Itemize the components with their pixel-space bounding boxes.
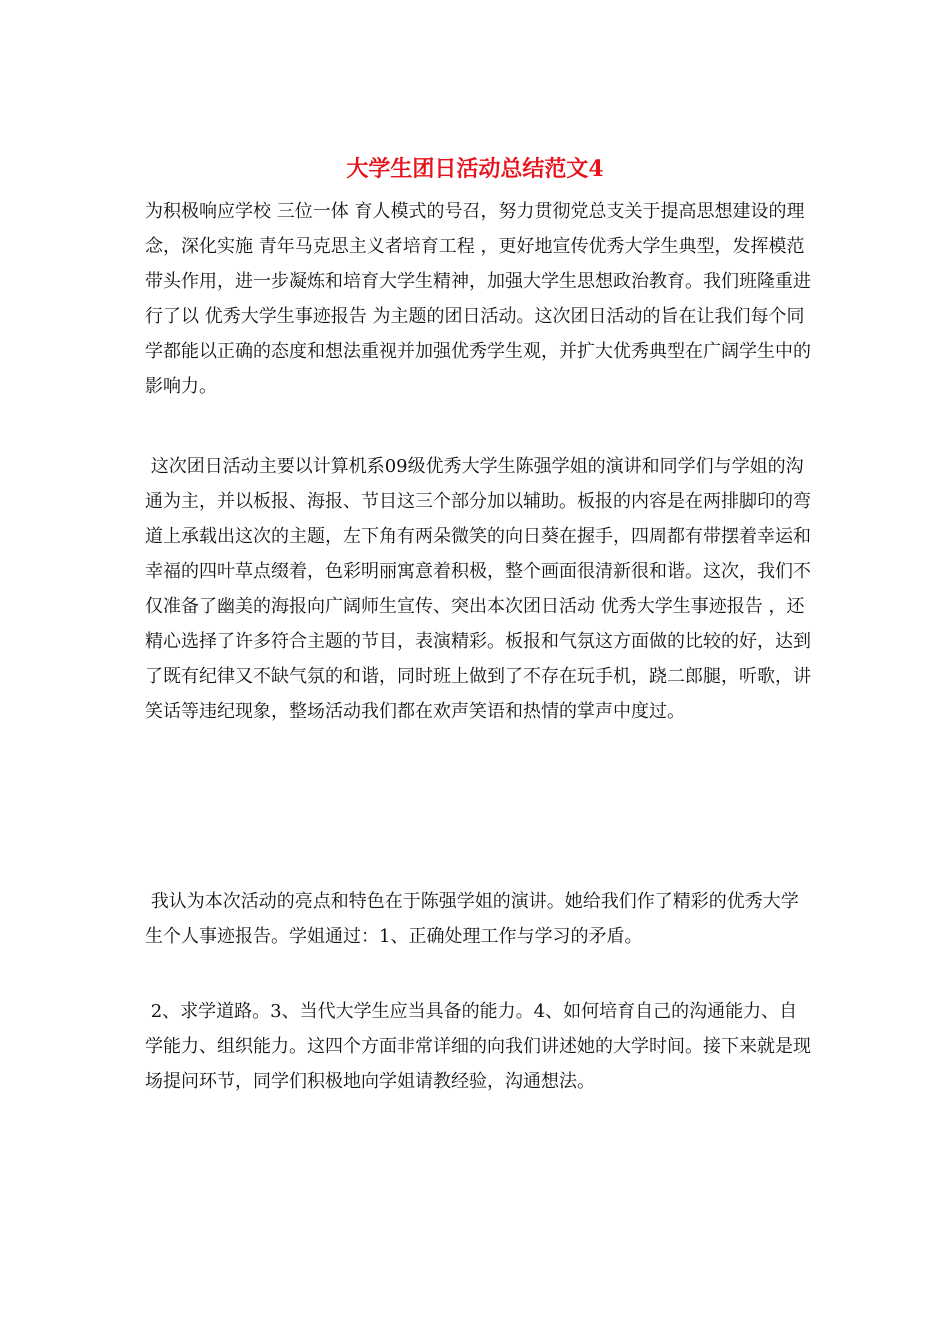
document-title: 大学生团日活动总结范文4 [346,156,604,182]
paragraph-intro: 为积极响应学校 三位一体 育人模式的号召，努力贯彻党总支关于提高思想建设的理念，深化实施 青年马克思主义者培育工程 ，更好地宣传优秀大学生典型，发挥模范带头作用，进一步凝炼和培育大学生精神，加强大学生思想政治教育。我们班隆重进行了以 优秀大学生事迹报告 为主题的团日活动。这次团日活动的旨在让我们每个同学都能以正确的态度和想法重视并加强优秀学生观，并扩大优秀典型在广阔学生中的影响力。 [145,201,811,397]
paragraph-activity-description: 这次团日活动主要以计算机系09级优秀大学生陈强学姐的演讲和同学们与学姐的沟通为主，并以板报、海报、节目这三个部分加以辅助。板报的内容是在两排脚印的弯道上承载出这次的主题，左下角有两朵微笑的向日葵在握手，四周都有带摆着幸运和幸福的四叶草点缀着，色彩明丽寓意着积极，整个画面很清新很和谐。这次，我们不仅准备了幽美的海报向广阔师生宣传、突出本次团日活动 优秀大学生事迹报告 ，还精心选择了许多符合主题的节目，表演精彩。板报和气氛这方面做的比较的好，达到了既有纪律又不缺气氛的和谐，同时班上做到了不存在玩手机，跷二郎腿，听歌，讲笑话等违纪现象，整场活动我们都在欢声笑语和热情的掌声中度过。 [145,456,811,722]
paragraph-report-topics: 2、求学道路。3、当代大学生应当具备的能力。4、如何培育自己的沟通能力、自学能力、组织能力。这四个方面非常详细的向我们讲述她的大学时间。接下来就是现场提问环节，同学们积极地向学姐请教经验，沟通想法。 [145,1001,811,1092]
paragraph-highlights: 我认为本次活动的亮点和特色在于陈强学姐的演讲。她给我们作了精彩的优秀大学生个人事迹报告。学姐通过：1、正确处理工作与学习的矛盾。 [145,891,799,947]
